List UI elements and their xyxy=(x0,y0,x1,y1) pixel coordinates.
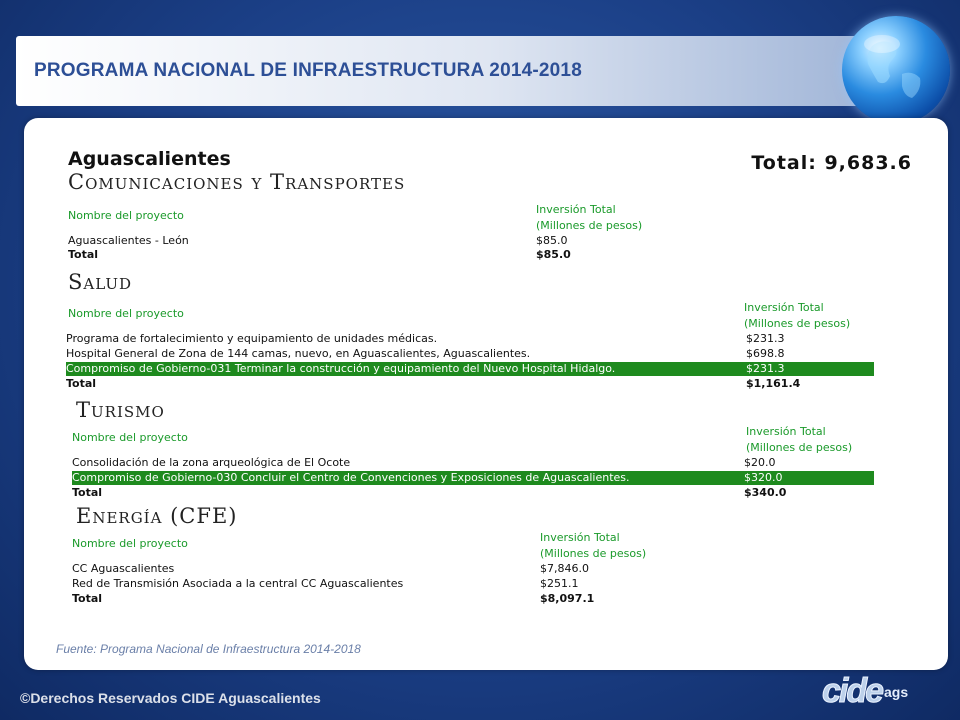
project-amount: $231.3 xyxy=(746,362,785,375)
col-investment: Inversión Total (Millones de pesos) xyxy=(744,301,851,330)
col-project: Nombre del proyecto xyxy=(72,431,188,444)
project-name: Red de Transmisión Asociada a la central CC Aguascalientes xyxy=(72,577,404,590)
project-name: Aguascalientes - León xyxy=(68,234,189,247)
section-title-comunicaciones: Comunicaciones y Transportes xyxy=(68,170,406,194)
logo-sub: ags xyxy=(884,684,909,700)
project-amount: $231.3 xyxy=(746,332,785,345)
total-amount: $340.0 xyxy=(744,486,787,499)
globe-icon xyxy=(842,16,950,124)
table-row xyxy=(72,456,874,470)
section-title-salud: Salud xyxy=(68,270,133,294)
total-amount: $85.0 xyxy=(536,248,571,261)
total-label: Total xyxy=(66,377,97,390)
project-name: Consolidación de la zona arqueológica de El Ocote xyxy=(72,456,351,469)
table-row-highlighted xyxy=(72,471,874,485)
project-name: Programa de fortalecimiento y equipamiento de unidades médicas. xyxy=(66,332,438,345)
project-amount: $320.0 xyxy=(744,471,783,484)
source-note: Fuente: Programa Nacional de Infraestructura 2014-2018 xyxy=(56,642,361,656)
table-row-total xyxy=(72,486,874,500)
copyright-footer: ©Derechos Reservados CIDE Aguascalientes xyxy=(20,690,321,706)
col-investment: Inversión Total (Millones de pesos) xyxy=(540,531,647,560)
table-row-total xyxy=(72,592,672,606)
grand-total: Total: 9,683.6 xyxy=(751,152,912,174)
state-title: Aguascalientes xyxy=(68,148,231,170)
col-project: Nombre del proyecto xyxy=(68,307,184,320)
col-investment: Inversión Total (Millones de pesos) xyxy=(536,203,643,232)
infrastructure-document xyxy=(64,126,924,626)
project-name: Hospital General de Zona de 144 camas, nuevo, en Aguascalientes, Aguascalientes. xyxy=(66,347,531,360)
content-panel xyxy=(24,118,948,670)
section-title-energia: Energía (CFE) xyxy=(76,504,238,528)
total-amount: $8,097.1 xyxy=(540,592,595,605)
table-row xyxy=(72,562,672,576)
project-amount: $698.8 xyxy=(746,347,785,360)
project-amount: $251.1 xyxy=(540,577,579,590)
table-row xyxy=(72,577,672,591)
col-project: Nombre del proyecto xyxy=(68,209,184,222)
project-amount: $20.0 xyxy=(744,456,776,469)
total-label: Total xyxy=(72,486,103,499)
project-name: Compromiso de Gobierno-031 Terminar la construcción y equipamiento del Nuevo Hospital Hidalgo. xyxy=(66,362,616,375)
project-amount: $7,846.0 xyxy=(540,562,589,575)
table-row-total xyxy=(66,377,874,391)
table-row-highlighted xyxy=(66,362,874,376)
project-name: CC Aguascalientes xyxy=(72,562,175,575)
section-title-turismo: Turismo xyxy=(76,398,165,422)
table-row-total xyxy=(68,248,668,262)
table-row xyxy=(66,347,874,361)
total-label: Total xyxy=(68,248,99,261)
logo-text: cide xyxy=(822,672,883,710)
project-name: Compromiso de Gobierno-030 Concluir el Centro de Convenciones y Exposiciones de Aguascalientes. xyxy=(72,471,630,484)
project-amount: $85.0 xyxy=(536,234,568,247)
col-investment: Inversión Total (Millones de pesos) xyxy=(746,425,853,454)
table-row xyxy=(68,234,668,248)
total-amount: $1,161.4 xyxy=(746,377,801,390)
col-project: Nombre del proyecto xyxy=(72,537,188,550)
total-label: Total xyxy=(72,592,103,605)
table-row xyxy=(66,332,874,346)
slide-title: PROGRAMA NACIONAL DE INFRAESTRUCTURA 2014-2018 xyxy=(34,60,582,81)
cide-logo xyxy=(818,672,938,716)
